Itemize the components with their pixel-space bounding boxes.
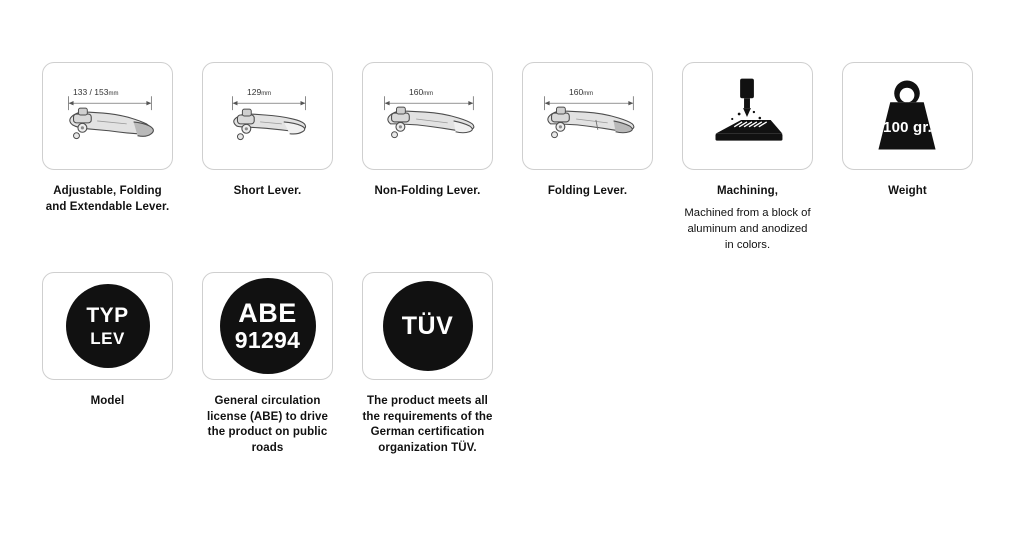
- feature-caption: Short Lever.: [233, 185, 302, 197]
- weight-value: 100 gr.: [883, 119, 932, 136]
- tuv-badge-icon: [383, 281, 473, 371]
- abe-card: [202, 272, 333, 380]
- feature-row-top: [42, 62, 973, 254]
- lever-adjustable-icon: [43, 62, 172, 170]
- typ-lev-badge-icon: [66, 284, 150, 368]
- feature-folding-lever: [522, 62, 653, 200]
- lever-non-folding-icon: [363, 62, 492, 170]
- feature-abe-license: [202, 272, 333, 456]
- lever-card: [42, 62, 173, 170]
- feature-row-bottom: [42, 272, 522, 456]
- dimension-unit: mm: [261, 91, 272, 97]
- feature-caption: Folding Lever.: [547, 185, 628, 197]
- feature-machining: [682, 62, 813, 254]
- feature-short-lever: [202, 62, 333, 200]
- feature-caption: Adjustable, Folding and Extendable Lever.: [45, 185, 170, 213]
- lever-card: [522, 62, 653, 170]
- weight-card: [842, 62, 973, 170]
- lever-folding-icon: [523, 62, 652, 170]
- badge-line-1: TYP: [86, 304, 129, 327]
- dimension-unit: mm: [108, 91, 119, 97]
- feature-caption: Non-Folding Lever.: [374, 185, 481, 197]
- feature-subcaption: Machined from a block of aluminum and anodized in colors.: [684, 206, 811, 252]
- abe-badge-icon: [220, 278, 316, 374]
- badge-line-1: ABE: [238, 298, 297, 328]
- feature-caption: Model: [90, 395, 125, 407]
- dimension-label: 129mm: [247, 87, 272, 97]
- dimension-unit: mm: [583, 91, 594, 97]
- machining-card: [682, 62, 813, 170]
- feature-caption: General circulation license (ABE) to drive the product on public roads: [206, 395, 329, 454]
- weight-icon: [843, 62, 972, 170]
- dimension-label: 160mm: [569, 87, 594, 97]
- dimension-unit: mm: [423, 91, 434, 97]
- feature-caption: The product meets all the requirements of the German certification organization TÜV.: [362, 395, 493, 454]
- feature-non-folding-lever: [362, 62, 493, 200]
- feature-model: [42, 272, 173, 410]
- feature-caption: Weight: [888, 185, 927, 197]
- badge-line-1: TÜV: [401, 311, 454, 340]
- badge-line-2: 91294: [234, 327, 301, 353]
- feature-adjustable-folding-extendable-lever: [42, 62, 173, 215]
- dimension-label: 133 / 153mm: [73, 87, 119, 97]
- cnc-machining-icon: [683, 62, 812, 170]
- dimension-label: 160mm: [409, 87, 434, 97]
- feature-caption: Machining,: [716, 185, 779, 197]
- lever-card: [202, 62, 333, 170]
- tuv-card: [362, 272, 493, 380]
- badge-line-2: LEV: [90, 329, 125, 348]
- lever-card: [362, 62, 493, 170]
- feature-tuv-certification: [362, 272, 493, 456]
- lever-short-icon: [203, 62, 332, 170]
- model-card: [42, 272, 173, 380]
- feature-weight: [842, 62, 973, 200]
